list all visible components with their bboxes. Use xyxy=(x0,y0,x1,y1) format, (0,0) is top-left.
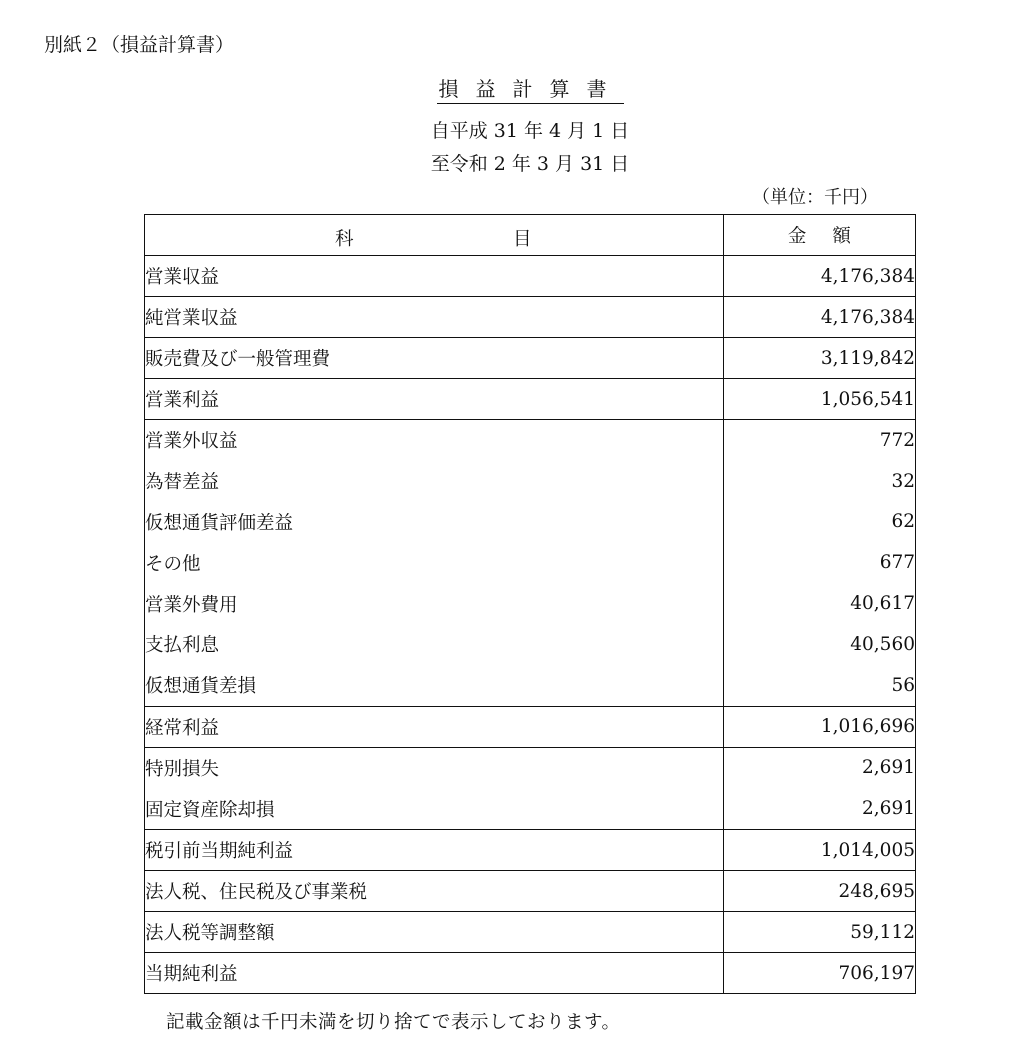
row-non-operating-expenses xyxy=(145,583,916,624)
row-income-before-tax xyxy=(145,830,916,871)
row-amount: 1,014,005 xyxy=(723,830,915,871)
row-label: 販売費及び一般管理費 xyxy=(145,338,724,379)
column-header-item xyxy=(145,215,724,256)
row-income-taxes xyxy=(145,871,916,912)
row-label: 固定資産除却損 xyxy=(145,788,724,829)
row-label: 営業利益 xyxy=(145,379,724,420)
row-ordinary-income xyxy=(145,706,916,747)
row-amount: 40,617 xyxy=(723,583,915,624)
row-operating-revenue xyxy=(145,256,916,297)
row-label: その他 xyxy=(145,542,724,583)
row-label: 特別損失 xyxy=(145,747,724,788)
row-label: 仮想通貨差損 xyxy=(145,665,724,706)
row-amount: 4,176,384 xyxy=(723,297,915,338)
row-fx-gain xyxy=(145,461,916,502)
row-fixed-asset-disposal-loss xyxy=(145,788,916,829)
row-crypto-valuation-gain xyxy=(145,502,916,543)
row-amount: 32 xyxy=(723,461,915,502)
row-amount: 4,176,384 xyxy=(723,256,915,297)
column-header-item-part1: 科 xyxy=(335,229,354,250)
unit-label: （単位：千円） xyxy=(752,187,878,208)
column-header-item-part2: 目 xyxy=(513,229,532,250)
attachment-label: 別紙２（損益計算書） xyxy=(44,34,235,56)
row-amount: 706,197 xyxy=(723,953,915,994)
row-label: 営業外費用 xyxy=(145,583,724,624)
period-from: 自平成 31 年 4 月 1 日 xyxy=(430,120,630,142)
row-amount: 40,560 xyxy=(723,624,915,665)
row-operating-income xyxy=(145,379,916,420)
column-header-amount xyxy=(723,215,915,256)
column-header-amount-text: 金額 xyxy=(787,226,877,247)
row-interest-paid xyxy=(145,624,916,665)
row-label: 仮想通貨評価差益 xyxy=(145,502,724,543)
row-other xyxy=(145,542,916,583)
row-extraordinary-loss xyxy=(145,747,916,788)
row-tax-adjustment xyxy=(145,912,916,953)
income-statement-table xyxy=(144,214,916,994)
row-label: 経常利益 xyxy=(145,706,724,747)
row-amount: 1,016,696 xyxy=(723,706,915,747)
row-label: 為替差益 xyxy=(145,461,724,502)
row-net-income xyxy=(145,953,916,994)
row-amount: 2,691 xyxy=(723,788,915,829)
row-amount: 62 xyxy=(723,502,915,543)
document-title xyxy=(0,76,1024,104)
row-label: 法人税等調整額 xyxy=(145,912,724,953)
row-amount: 3,119,842 xyxy=(723,338,915,379)
row-label: 法人税、住民税及び事業税 xyxy=(145,871,724,912)
footnote: 記載金額は千円未満を切り捨てで表示しております。 xyxy=(166,1012,621,1033)
row-crypto-loss xyxy=(145,665,916,706)
row-net-operating-revenue xyxy=(145,297,916,338)
row-amount: 59,112 xyxy=(723,912,915,953)
row-label: 税引前当期純利益 xyxy=(145,830,724,871)
row-label: 純営業収益 xyxy=(145,297,724,338)
period-to: 至令和 2 年 3 月 31 日 xyxy=(430,153,630,175)
row-amount: 677 xyxy=(723,542,915,583)
row-amount: 772 xyxy=(723,420,915,461)
row-amount: 56 xyxy=(723,665,915,706)
row-label: 営業収益 xyxy=(145,256,724,297)
row-label: 営業外収益 xyxy=(145,420,724,461)
row-label: 支払利息 xyxy=(145,624,724,665)
row-non-operating-income xyxy=(145,420,916,461)
row-label: 当期純利益 xyxy=(145,953,724,994)
document-title-text: 損益計算書 xyxy=(437,76,624,104)
row-amount: 248,695 xyxy=(723,871,915,912)
table-header-row xyxy=(145,215,916,256)
row-sga-expenses xyxy=(145,338,916,379)
row-amount: 1,056,541 xyxy=(723,379,915,420)
row-amount: 2,691 xyxy=(723,747,915,788)
